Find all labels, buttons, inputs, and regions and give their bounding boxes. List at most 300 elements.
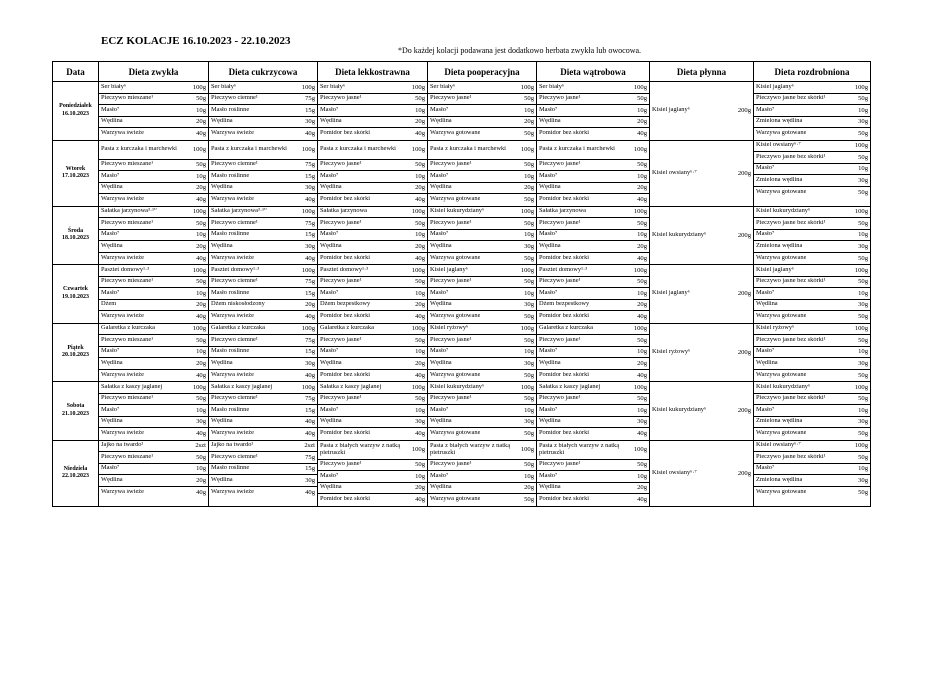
menu-item-name: Wędlina [211,359,233,366]
menu-item-name: Wędlina [101,359,123,366]
menu-item [318,171,427,183]
menu-item-quantity: 100g [411,83,425,91]
menu-item [99,265,208,277]
diet-cell-zwykla [99,82,209,141]
menu-item-quantity: 20g [305,301,315,309]
menu-item-quantity: 20g [415,484,425,492]
menu-item [754,218,870,230]
menu-item [318,183,427,195]
menu-item-name: Wędlina [320,242,342,249]
menu-item-quantity: 100g [192,266,206,274]
menu-item-name: Warzywa gotowane [756,130,807,137]
menu-item-quantity: 30g [858,418,868,426]
menu-item [318,230,427,242]
menu-item-quantity: 100g [301,383,315,391]
menu-item [754,370,870,382]
day-name: Środa [67,227,84,234]
menu-item-quantity: 30g [524,301,534,309]
menu-item-name: Warzywa świeże [101,430,144,437]
menu-item-name: Pieczywo jasne¹ [320,461,362,468]
menu-item [754,428,870,440]
menu-item-name: Warzywa świeże [211,371,254,378]
menu-item-name: Kisiel owsiany⁶·⁷ [756,142,801,149]
menu-item-name: Pasztet domowy¹·³ [211,266,260,273]
menu-item [209,288,317,300]
menu-item-name: Pieczywo jasne bez skórki¹ [756,153,826,160]
menu-item-quantity: 50g [524,196,534,204]
menu-item [99,160,208,172]
menu-item-quantity: 100g [854,266,868,274]
menu-item [318,265,427,277]
menu-item [537,300,649,312]
day-row [53,440,871,506]
menu-item-name: Masło⁷ [539,231,558,238]
menu-item [537,370,649,382]
menu-item-name: Masło roślinne [211,348,250,355]
menu-item [99,128,208,140]
menu-item [650,107,753,114]
menu-item-quantity: 100g [520,325,534,333]
menu-item [318,94,427,106]
menu-item-name: Kisiel ryżowy⁶ [652,348,691,355]
diet-cell-watrobowa [537,206,650,265]
diet-cell-watrobowa [537,140,650,206]
menu-item-name: Pasta z białych warzyw z natką pietruszki [539,442,620,456]
menu-item [537,405,649,417]
menu-item-quantity: 40g [415,254,425,262]
menu-item-quantity: 15g [305,106,315,114]
menu-item-quantity: 50g [196,278,206,286]
menu-item-name: Jajko na twardo³ [101,442,144,449]
menu-item-quantity: 40g [305,130,315,138]
menu-item-name: Masło roślinne [211,289,250,296]
menu-item [754,94,870,106]
menu-item [99,358,208,370]
menu-item-quantity: 10g [637,348,647,356]
menu-item-quantity: 50g [524,430,534,438]
menu-item-name: Masło⁷ [101,172,120,179]
menu-item-name: Masło⁷ [430,289,449,296]
menu-item [99,475,208,487]
menu-item [209,117,317,129]
menu-item [428,335,536,347]
menu-item-name: Pasta z kurczaka i marchewki [539,146,615,153]
menu-item-quantity: 75g [305,395,315,403]
menu-item [209,417,317,429]
menu-item [318,82,427,94]
menu-item-quantity: 100g [411,146,425,153]
menu-item-name: Wędlina [539,484,561,491]
menu-item [99,207,208,219]
menu-item-quantity: 100g [854,442,868,450]
menu-item [99,300,208,312]
menu-item [428,428,536,440]
menu-item [754,82,870,94]
menu-item-name: Wędlina [211,242,233,249]
menu-item [537,460,649,472]
menu-item [318,494,427,506]
menu-item [428,441,536,460]
menu-item-quantity: 10g [858,465,868,473]
menu-item-name: Pieczywo jasne bez skórki¹ [756,95,826,102]
menu-item-name: Masło⁷ [430,231,449,238]
diet-cell-cukrzycowa [209,206,318,265]
menu-item-name: Warzywa gotowane [430,430,481,437]
menu-item-name: Warzywa świeże [211,196,254,203]
menu-item-quantity: 20g [637,359,647,367]
menu-item-quantity: 20g [524,184,534,192]
menu-item-name: Kisiel kukurydziany⁶ [652,231,707,238]
menu-item-quantity: 50g [524,278,534,286]
menu-item-quantity: 100g [301,83,315,91]
menu-item-quantity: 100g [301,325,315,333]
menu-item-quantity: 40g [196,196,206,204]
menu-item-name: Kisiel jaglany⁶ [430,266,468,273]
day-row [53,206,871,265]
menu-item-quantity: 50g [524,95,534,103]
menu-item-name: Zmielona wędlina [756,242,803,249]
menu-item-quantity: 50g [858,395,868,403]
menu-item-quantity: 50g [415,278,425,286]
menu-item [318,428,427,440]
menu-item [99,394,208,406]
menu-item [428,288,536,300]
menu-item [99,464,208,476]
menu-item-quantity: 10g [524,106,534,114]
menu-item [537,183,649,195]
menu-item [99,241,208,253]
menu-item [754,441,870,453]
menu-item [537,324,649,336]
menu-item-quantity: 100g [520,146,534,153]
menu-item [650,470,753,477]
menu-item-name: Warzywa gotowane [430,313,481,320]
diet-cell-zwykla [99,323,209,382]
menu-item-name: Pieczywo jasne¹ [430,395,472,402]
menu-item-name: Masło⁷ [539,348,558,355]
menu-item-quantity: 50g [858,153,868,161]
menu-item-name: Wędlina [756,359,778,366]
menu-item-name: Pieczywo jasne bez skórki¹ [756,395,826,402]
menu-item [209,464,317,476]
menu-item-name: Pomidor bez skórki [539,496,590,503]
menu-item-quantity: 50g [637,219,647,227]
menu-item-name: Warzywa gotowane [430,371,481,378]
diet-cell-lekkostrawna [318,206,428,265]
menu-item [428,160,536,172]
menu-item [99,417,208,429]
menu-item [428,241,536,253]
menu-item-name: Masło⁷ [320,172,339,179]
menu-item-quantity: 40g [637,313,647,321]
menu-item-name: Wędlina [101,118,123,125]
menu-item-quantity: 100g [854,383,868,391]
menu-item-name: Masło⁷ [539,472,558,479]
menu-item [428,370,536,382]
menu-item [754,382,870,394]
menu-item-name: Kisiel jaglany⁶ [756,83,794,90]
diet-cell-rozdrobniona [754,206,871,265]
menu-item-name: Pomidor bez skórki [539,254,590,261]
menu-item-name: Masło⁷ [430,348,449,355]
menu-item-name: Wędlina [430,484,452,491]
menu-item-name: Wędlina [430,118,452,125]
menu-item-name: Wędlina [539,184,561,191]
menu-item-quantity: 100g [411,325,425,333]
menu-item-name: Wędlina [211,118,233,125]
menu-item [650,170,753,177]
menu-item-name: Sałatka z kaszy jaglanej [320,383,382,390]
menu-item-quantity: 20g [415,242,425,250]
menu-item-name: Galaretka z kurczaka [101,325,155,332]
menu-item-name: Warzywa świeże [211,430,254,437]
menu-item [428,141,536,160]
menu-item [428,460,536,472]
menu-item-name: Pasta z białych warzyw z natką pietruszki [430,442,511,456]
diet-cell-plynna [650,82,754,141]
menu-item-quantity: 50g [524,461,534,469]
menu-item-quantity: 30g [858,359,868,367]
diet-cell-pooperacyjna [428,440,537,506]
menu-item-name: Pieczywo mieszane¹ [101,219,154,226]
menu-item-name: Masło⁷ [756,165,775,172]
menu-item-name: Warzywa gotowane [430,130,481,137]
menu-item-quantity: 10g [196,172,206,180]
menu-item-quantity: 30g [858,242,868,250]
day-name: Czwartek [63,286,88,293]
menu-item-quantity: 10g [415,348,425,356]
menu-item-quantity: 10g [196,348,206,356]
menu-item [318,347,427,359]
diet-cell-rozdrobniona [754,382,871,441]
menu-item-quantity: 20g [415,301,425,309]
menu-item-name: Masło⁷ [101,106,120,113]
menu-item [209,487,317,499]
menu-item [209,370,317,382]
diet-cell-rozdrobniona [754,82,871,141]
menu-item-quantity: 15g [305,172,315,180]
menu-item-name: Pieczywo jasne¹ [430,461,472,468]
menu-item [754,164,870,176]
menu-item-name: Wędlina [430,184,452,191]
menu-item [537,311,649,323]
menu-item-quantity: 50g [637,95,647,103]
menu-item-quantity: 40g [415,313,425,321]
menu-item [754,300,870,312]
menu-item [318,300,427,312]
menu-item-quantity: 10g [196,406,206,414]
menu-item-name: Sałatka z kaszy jaglanej [101,383,163,390]
menu-item-quantity: 100g [633,325,647,333]
menu-item [537,441,649,460]
header-row [53,62,871,82]
menu-item [209,105,317,117]
menu-item-quantity: 10g [637,472,647,480]
diet-cell-watrobowa [537,323,650,382]
menu-item-name: Pieczywo ciemne¹ [211,278,258,285]
column-header-zwykla: Dieta zwykła [99,62,209,82]
menu-item [428,253,536,265]
diet-cell-lekkostrawna [318,382,428,441]
menu-item-quantity: 40g [637,496,647,504]
menu-item-name: Ser biały⁶ [320,83,346,90]
menu-item-quantity: 40g [415,130,425,138]
menu-item [754,175,870,187]
menu-item-quantity: 100g [854,142,868,150]
diet-cell-cukrzycowa [209,82,318,141]
menu-item [754,105,870,117]
menu-item-name: Pomidor bez skórki [539,313,590,320]
menu-item-quantity: 20g [524,118,534,126]
menu-item [754,324,870,336]
menu-item-quantity: 50g [196,453,206,461]
menu-item [209,183,317,195]
menu-item-quantity: 10g [858,289,868,297]
menu-item-name: Masło⁷ [101,348,120,355]
menu-item [99,253,208,265]
menu-item [537,253,649,265]
day-name: Piątek [67,344,84,351]
menu-item-name: Pomidor bez skórki [539,130,590,137]
menu-item [650,407,753,414]
menu-item [318,105,427,117]
menu-item [99,428,208,440]
menu-item [428,405,536,417]
menu-item-quantity: 75g [305,161,315,169]
menu-item [754,207,870,219]
menu-item-quantity: 2szt [304,442,315,450]
menu-item [754,187,870,199]
menu-item-quantity: 10g [415,231,425,239]
menu-item-name: Pieczywo jasne bez skórki¹ [756,336,826,343]
menu-item-quantity: 10g [415,406,425,414]
menu-item [537,471,649,483]
menu-item [209,475,317,487]
menu-item-name: Sałatka jarzynowa [539,208,587,215]
menu-item-quantity: 50g [524,496,534,504]
menu-item-quantity: 10g [524,231,534,239]
menu-item-name: Dżem bezpestkowy [539,301,590,308]
diet-cell-plynna [650,206,754,265]
diet-cell-plynna [650,382,754,441]
diet-cell-watrobowa [537,82,650,141]
menu-item-name: Galaretka z kurczaka [539,325,593,332]
menu-item [318,311,427,323]
menu-item-name: Warzywa gotowane [756,313,807,320]
menu-item [209,335,317,347]
menu-item [754,152,870,164]
menu-item-quantity: 10g [196,289,206,297]
menu-item-name: Pieczywo jasne bez skórki¹ [756,453,826,460]
menu-item-name: Pomidor bez skórki [320,254,371,261]
menu-item-quantity: 100g [301,208,315,216]
column-header-date: Data [53,62,99,82]
menu-item [99,82,208,94]
menu-item-name: Pasta z kurczaka i marchewki [320,146,396,153]
menu-item-quantity: 40g [196,371,206,379]
diet-cell-rozdrobniona [754,440,871,506]
menu-item-name: Kisiel ryżowy⁶ [756,325,795,332]
menu-item [537,428,649,440]
menu-item [754,475,870,487]
menu-item [537,82,649,94]
menu-item-quantity: 50g [196,161,206,169]
diet-cell-rozdrobniona [754,140,871,206]
menu-item [318,160,427,172]
diet-cell-zwykla [99,140,209,206]
menu-item-quantity: 50g [858,371,868,379]
menu-item-name: Masło⁷ [539,289,558,296]
menu-item-quantity: 200g [737,469,751,477]
menu-item-quantity: 20g [196,118,206,126]
menu-item [209,358,317,370]
menu-item-name: Pasztet domowy¹·³ [320,266,369,273]
menu-item [318,207,427,219]
menu-item-name: Pieczywo jasne¹ [320,395,362,402]
menu-item [428,265,536,277]
menu-item-name: Pieczywo jasne¹ [430,219,472,226]
menu-item-name: Masło⁷ [320,231,339,238]
menu-item-name: Pomidor bez skórki [320,496,371,503]
day-name: Sobota [66,403,85,410]
tea-note: *Do każdej kolacji podawana jest dodatkowo herbata zwykła lub owocowa. [398,46,642,55]
menu-item-name: Warzywa gotowane [430,196,481,203]
menu-item-quantity: 20g [196,476,206,484]
menu-item-name: Zmielona wędlina [756,118,803,125]
menu-item-name: Warzywa świeże [101,488,144,495]
menu-item-quantity: 50g [415,336,425,344]
menu-item-name: Wędlina [320,118,342,125]
menu-item-quantity: 50g [858,254,868,262]
menu-item-quantity: 40g [415,371,425,379]
menu-item-name: Pieczywo mieszane¹ [101,161,154,168]
menu-item-quantity: 50g [858,95,868,103]
day-cell [53,82,99,141]
menu-item [754,265,870,277]
menu-item-quantity: 200g [737,231,751,239]
menu-item-quantity: 75g [305,95,315,103]
menu-item [537,483,649,495]
menu-item-quantity: 10g [637,289,647,297]
menu-item [318,394,427,406]
diet-cell-watrobowa [537,440,650,506]
menu-item-name: Pieczywo jasne¹ [430,161,472,168]
menu-item-quantity: 100g [192,146,206,153]
menu-item [99,405,208,417]
menu-item [209,241,317,253]
menu-item-quantity: 100g [301,146,315,153]
menu-item-name: Wędlina [101,242,123,249]
menu-item-name: Pomidor bez skórki [539,371,590,378]
menu-item-name: Pomidor bez skórki [320,430,371,437]
menu-item-quantity: 10g [415,289,425,297]
menu-item-quantity: 50g [858,219,868,227]
menu-item-name: Pomidor bez skórki [539,430,590,437]
menu-item-quantity: 50g [858,130,868,138]
menu-item-quantity: 100g [633,383,647,391]
menu-item-name: Masło⁷ [320,472,339,479]
menu-item [99,230,208,242]
menu-item-quantity: 50g [415,161,425,169]
menu-item [428,183,536,195]
menu-item-quantity: 40g [305,418,315,426]
menu-item-quantity: 50g [637,461,647,469]
diet-cell-plynna [650,440,754,506]
menu-table [52,61,871,507]
menu-item [209,94,317,106]
menu-item-name: Pieczywo jasne bez skórki¹ [756,219,826,226]
menu-item-quantity: 40g [415,496,425,504]
